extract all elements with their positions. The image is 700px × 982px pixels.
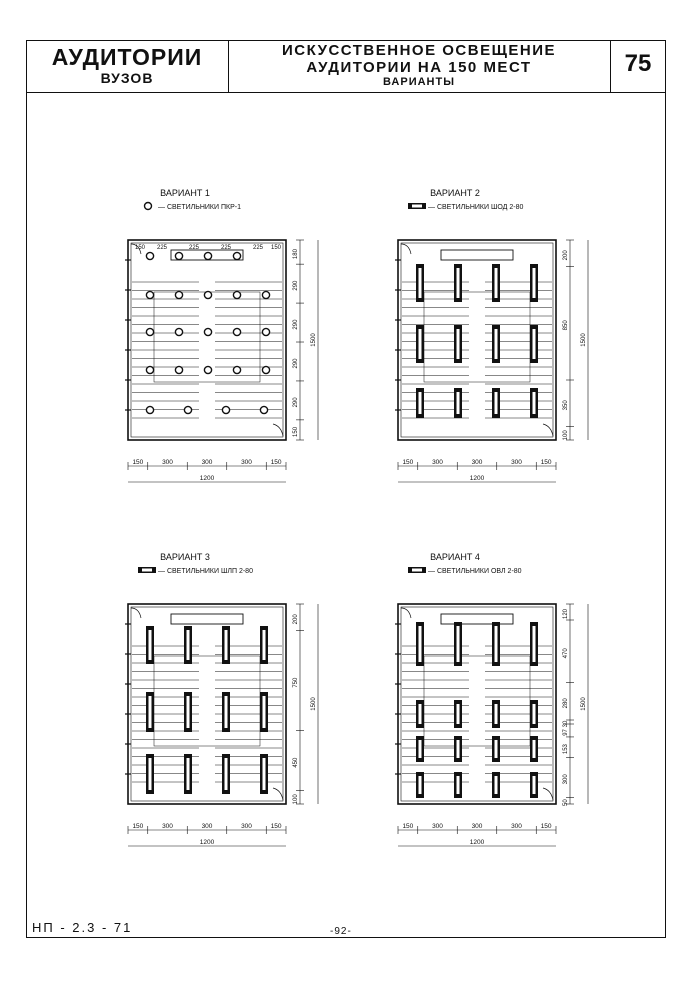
page-number: -92-: [330, 926, 352, 937]
right-dim-label: 350: [563, 400, 569, 411]
top-dim-label: 150: [134, 245, 146, 251]
topic-line-2: АУДИТОРИИ НА 150 МЕСТ: [306, 59, 532, 76]
bar-light-fixture-inner: [419, 740, 422, 758]
right-dim-label: 120: [563, 608, 569, 620]
bar-light-fixture-inner: [457, 740, 460, 758]
seating-rows: [132, 282, 282, 418]
right-dim-label: 280: [563, 698, 569, 709]
bottom-total-label: 1200: [469, 839, 485, 846]
bottom-dim-label: 300: [511, 459, 522, 466]
bottom-dimensions: [128, 459, 286, 482]
door-swing: [273, 424, 283, 436]
circle-light-fixture: [204, 291, 211, 298]
bottom-dim-label: 150: [402, 459, 414, 466]
bar-light-fixture-inner: [187, 696, 190, 728]
bar-light-fixture-inner: [225, 696, 228, 728]
bar-light-fixture-inner: [263, 696, 266, 728]
bar-light-fixture-inner: [263, 758, 266, 790]
sheet-number: 75: [624, 50, 652, 77]
variant-1-plan: [110, 184, 400, 514]
door-swing: [543, 424, 553, 436]
bar-light-fixture-inner: [149, 758, 152, 790]
circle-light-fixture: [262, 328, 269, 335]
legend-label: — СВЕТИЛЬНИКИ ОВЛ 2-80: [428, 568, 522, 575]
right-dim-label: 153: [563, 744, 569, 755]
seating-rows: [402, 646, 552, 782]
bottom-dimensions: [398, 823, 556, 846]
bar-fixture-icon: [142, 569, 152, 572]
right-dim-label: 97: [563, 729, 569, 736]
bottom-dim-label: 300: [162, 459, 173, 466]
board: [171, 614, 243, 624]
circle-light-fixture: [222, 406, 229, 413]
right-dimensions: [293, 604, 318, 804]
variant-4-drawing: [380, 548, 670, 878]
variant-3-plan: [110, 548, 400, 878]
bar-light-fixture-inner: [263, 630, 266, 660]
bar-light-fixture-inner: [419, 268, 422, 298]
circle-light-fixture: [146, 252, 153, 259]
bar-light-fixture-inner: [495, 392, 498, 414]
bottom-dim-label: 150: [402, 823, 414, 830]
right-dim-label: 30: [563, 720, 569, 728]
seating-rows: [402, 282, 552, 418]
bottom-dim-label: 150: [132, 823, 144, 830]
bar-light-fixture-inner: [457, 392, 460, 414]
header-divider: [228, 40, 229, 92]
right-dim-label: 290: [293, 358, 299, 369]
door-swing: [401, 244, 411, 254]
bar-light-fixture-inner: [495, 776, 498, 794]
topic-line-1: ИСКУССТВЕННОЕ ОСВЕЩЕНИЕ: [281, 42, 557, 59]
bar-light-fixture-inner: [533, 740, 536, 758]
bar-light-fixture-inner: [533, 704, 536, 724]
bar-light-fixture-inner: [533, 776, 536, 794]
bottom-total-label: 1200: [199, 839, 215, 846]
bar-light-fixture-inner: [457, 329, 460, 359]
bar-light-fixture-inner: [495, 740, 498, 758]
bottom-dim-label: 300: [432, 459, 443, 466]
door-swing: [131, 608, 141, 618]
top-dim-label: 225: [156, 245, 168, 251]
circle-light-fixture: [146, 406, 153, 413]
bottom-dim-label: 150: [540, 823, 552, 830]
sheet-subtitle: ВУЗОВ: [100, 70, 154, 86]
bottom-dim-label: 300: [511, 823, 522, 830]
bar-light-fixture-inner: [225, 758, 228, 790]
right-dim-label: 290: [293, 397, 299, 408]
board: [441, 250, 513, 260]
seat-block-outline: [424, 292, 530, 382]
bottom-dim-label: 300: [201, 823, 213, 830]
circle-light-fixture: [233, 366, 240, 373]
header-divider: [610, 40, 611, 92]
bar-light-fixture-inner: [457, 704, 460, 724]
bottom-dimensions: [128, 823, 286, 846]
right-dim-label: 750: [293, 677, 299, 688]
legend-label: — СВЕТИЛЬНИКИ ШЛП 2-80: [158, 568, 253, 575]
right-total-label: 1500: [311, 697, 317, 711]
legend: [408, 203, 523, 211]
top-dim-label: 150: [270, 245, 282, 251]
circle-light-fixture: [146, 366, 153, 373]
legend: [408, 567, 522, 575]
bottom-dim-label: 150: [270, 459, 282, 466]
bar-light-fixture-inner: [149, 696, 152, 728]
variant-1-drawing: [110, 184, 400, 514]
door-swing: [273, 788, 283, 800]
right-dim-label: 450: [293, 757, 299, 768]
circle-light-fixture: [146, 291, 153, 298]
bottom-dim-label: 150: [270, 823, 282, 830]
right-dimensions: [293, 240, 318, 440]
fixtures: [146, 626, 268, 794]
door-swing: [401, 608, 411, 618]
circle-light-fixture: [260, 406, 267, 413]
circle-light-fixture: [233, 252, 240, 259]
board: [441, 614, 513, 624]
circle-light-fixture: [175, 328, 182, 335]
fixtures: [416, 622, 538, 798]
bar-light-fixture-inner: [225, 630, 228, 660]
right-dim-label: 100: [293, 794, 299, 805]
bar-light-fixture-inner: [457, 268, 460, 298]
bottom-dim-label: 150: [540, 459, 552, 466]
bottom-dimensions: [398, 459, 556, 482]
bottom-dim-label: 300: [241, 823, 252, 830]
circle-light-fixture: [204, 252, 211, 259]
bottom-dim-label: 300: [162, 823, 173, 830]
bar-fixture-icon: [412, 569, 422, 572]
circle-light-fixture: [175, 366, 182, 373]
right-total-label: 1500: [581, 697, 587, 711]
variant-3-drawing: [110, 548, 400, 878]
right-total-label: 1500: [311, 333, 317, 347]
bar-light-fixture-inner: [419, 776, 422, 794]
right-dim-label: 290: [293, 280, 299, 291]
circle-light-fixture: [204, 328, 211, 335]
bottom-total-label: 1200: [469, 475, 485, 482]
right-dim-label: 290: [293, 319, 299, 330]
bar-light-fixture-inner: [419, 704, 422, 724]
bar-light-fixture-inner: [419, 329, 422, 359]
bar-light-fixture-inner: [533, 392, 536, 414]
variant-title: ВАРИАНТ 2: [430, 188, 480, 198]
bar-light-fixture-inner: [149, 630, 152, 660]
bar-light-fixture-inner: [533, 329, 536, 359]
variant-4-plan: [380, 548, 670, 878]
bar-light-fixture-inner: [419, 392, 422, 414]
sheet-title: АУДИТОРИИ: [51, 44, 203, 70]
bar-light-fixture-inner: [533, 626, 536, 662]
top-dim-label: 225: [188, 245, 200, 251]
right-dimensions: [563, 604, 588, 806]
right-dimensions: [563, 240, 588, 440]
circle-light-fixture: [175, 252, 182, 259]
right-dim-label: 850: [563, 320, 569, 331]
bottom-dim-label: 150: [132, 459, 144, 466]
legend-label: — СВЕТИЛЬНИКИ ШОД 2-80: [428, 204, 524, 211]
door-swing: [543, 788, 553, 800]
circle-light-fixture: [204, 366, 211, 373]
circle-light-fixture: [262, 366, 269, 373]
right-dim-label: 100: [563, 430, 569, 441]
right-dim-label: 150: [293, 426, 299, 437]
circle-light-fixture: [233, 291, 240, 298]
bottom-dim-label: 300: [432, 823, 443, 830]
bottom-dim-label: 300: [201, 459, 213, 466]
bar-light-fixture-inner: [187, 630, 190, 660]
bar-light-fixture-inner: [533, 268, 536, 298]
seating-rows: [132, 646, 282, 782]
right-dim-label: 300: [563, 774, 569, 785]
seat-block-outline: [154, 656, 260, 746]
legend-label: — СВЕТИЛЬНИКИ ПКР-1: [158, 204, 241, 211]
bar-light-fixture-inner: [495, 704, 498, 724]
bar-light-fixture-inner: [187, 758, 190, 790]
document-code: НП - 2.3 - 71: [32, 920, 133, 935]
circle-light-fixture: [184, 406, 191, 413]
right-dim-label: 180: [293, 249, 299, 260]
bottom-dim-label: 300: [241, 459, 252, 466]
bottom-dim-label: 300: [471, 823, 483, 830]
circle-light-fixture: [146, 328, 153, 335]
right-dim-label: 200: [563, 250, 569, 261]
circle-fixture-icon: [145, 203, 152, 210]
bar-light-fixture-inner: [457, 776, 460, 794]
variant-2-plan: [380, 184, 670, 514]
circle-light-fixture: [262, 291, 269, 298]
right-dim-label: 470: [563, 648, 569, 659]
circle-light-fixture: [175, 291, 182, 298]
right-dim-label: 200: [293, 614, 299, 625]
legend: [145, 203, 242, 212]
top-dim-label: 225: [220, 245, 232, 251]
circle-light-fixture: [233, 328, 240, 335]
topic-line-3: ВАРИАНТЫ: [383, 76, 455, 88]
variant-2-drawing: [380, 184, 670, 514]
fixtures: [416, 264, 538, 418]
right-total-label: 1500: [581, 333, 587, 347]
right-dim-label: 50: [563, 799, 569, 807]
seat-block-outline: [424, 656, 530, 746]
bar-light-fixture-inner: [495, 626, 498, 662]
sheet-title-block: [28, 44, 226, 86]
bottom-total-label: 1200: [199, 475, 215, 482]
legend: [138, 567, 253, 575]
variant-title: ВАРИАНТ 4: [430, 552, 480, 562]
bar-light-fixture-inner: [419, 626, 422, 662]
top-dim-label: 225: [252, 245, 264, 251]
topic-block: [230, 42, 608, 88]
bottom-dim-label: 300: [471, 459, 483, 466]
bar-light-fixture-inner: [495, 268, 498, 298]
variant-title: ВАРИАНТ 3: [160, 552, 210, 562]
header-divider: [26, 92, 666, 93]
variant-title: ВАРИАНТ 1: [160, 188, 210, 198]
bar-light-fixture-inner: [457, 626, 460, 662]
bar-light-fixture-inner: [495, 329, 498, 359]
bar-fixture-icon: [412, 205, 422, 208]
